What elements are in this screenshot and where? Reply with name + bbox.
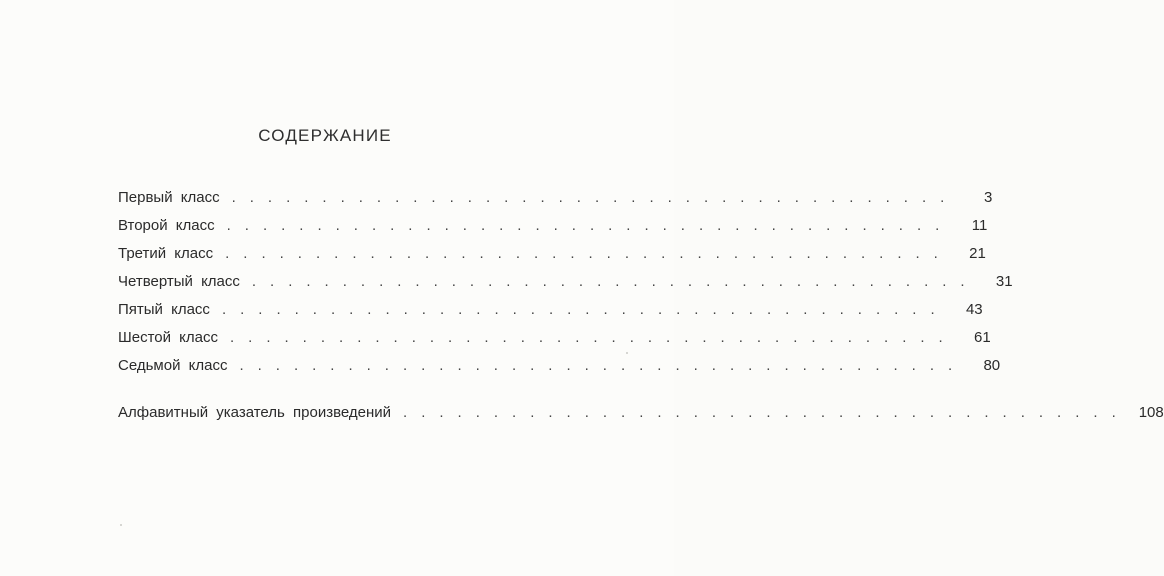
toc-entry-page: 80 [983,357,1001,374]
toc-entry-leader: ........................................ [230,329,957,346]
toc-entry-leader: ........................................ [226,217,954,234]
toc-entry-leader: ........................................ [221,301,949,318]
toc-entry-title: Седьмой класс [118,357,228,374]
paper-speck [626,352,628,354]
toc-entry-title: Второй класс [118,217,215,234]
toc-entry-title: Шестой класс [118,329,219,346]
toc-entry-page: 21 [969,245,986,262]
toc-entry-page: 108 [1138,404,1164,421]
toc-entry-index [118,403,1164,423]
toc-entry [118,244,986,264]
paper-speck [120,524,122,526]
toc-entry-title: Алфавитный указатель произведений [118,404,392,421]
toc-entry-page: 3 [983,189,993,206]
toc-entry [118,356,1001,376]
toc-entry-page: 11 [971,217,988,234]
toc-entry-leader: ........................................ [225,245,952,262]
toc-entry-page: 31 [995,273,1013,290]
toc-entry-title: Третий класс [118,245,214,262]
toc-entry [118,272,1013,292]
toc-entry [118,216,988,236]
toc-entry [118,188,993,208]
toc-entry-page: 43 [965,301,983,318]
toc-entry-title: Первый класс [118,189,220,206]
toc-entry-leader: ........................................ [231,189,959,206]
toc-entry-leader: ........................................ [403,404,1130,421]
toc-entry [118,328,991,348]
toc-entry-title: Пятый класс [118,301,210,318]
toc-entry [118,300,983,320]
toc-entry-leader: ........................................ [251,273,979,290]
toc-entry-leader: ........................................ [239,357,967,374]
toc-entry-title: Четвертый класс [118,273,240,290]
toc-entry-page: 61 [974,329,991,346]
toc-heading: СОДЕРЖАНИЕ [258,126,392,145]
